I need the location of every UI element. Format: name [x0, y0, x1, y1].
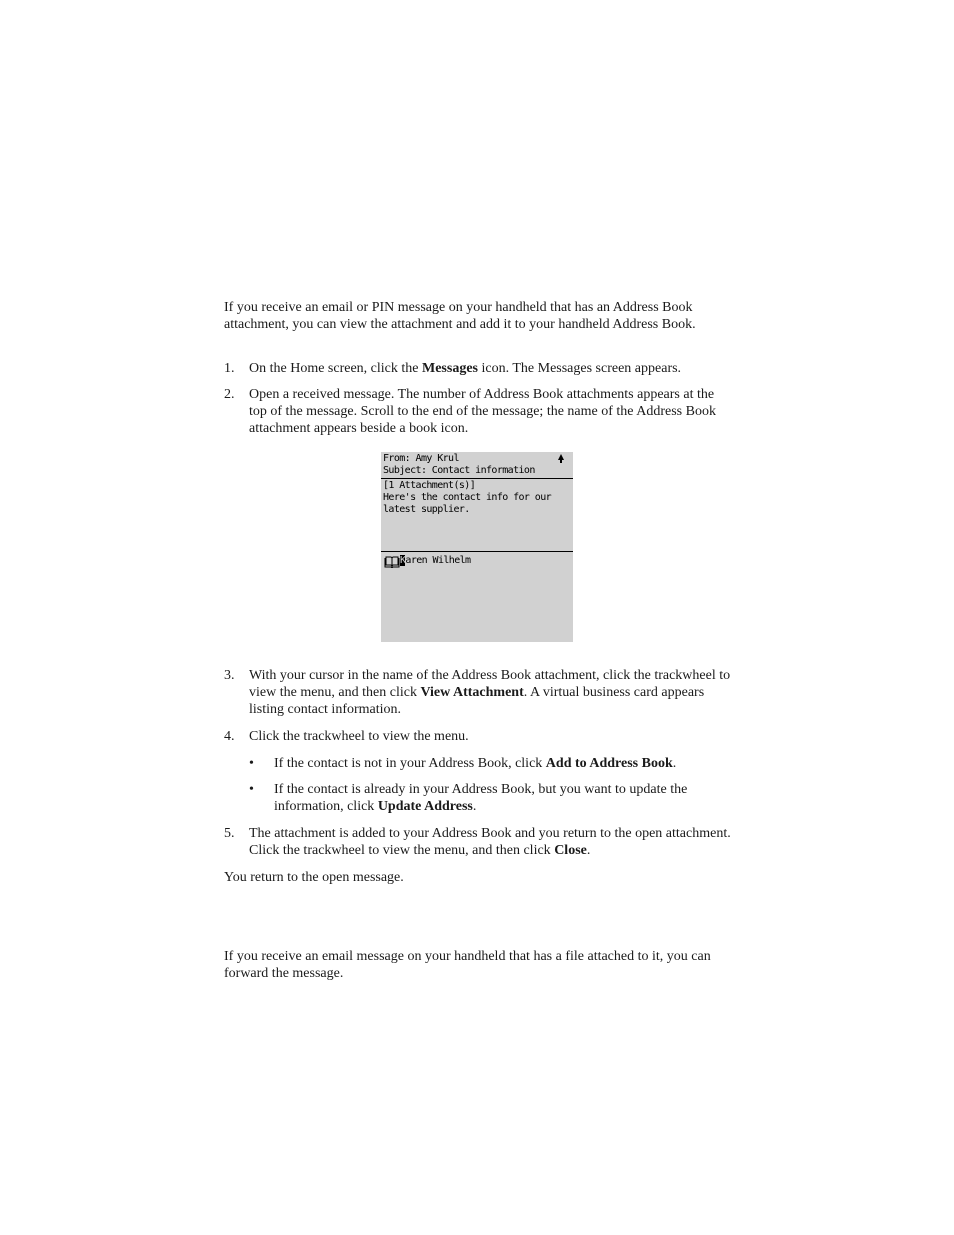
step-text: Click the trackwheel to view the menu. [249, 729, 469, 744]
ui-term: Update Address [377, 799, 473, 814]
book-icon [384, 556, 400, 568]
step-text-part: . [586, 843, 591, 858]
bullet-text [274, 781, 734, 815]
step-number: 2. [224, 387, 235, 402]
header-divider [381, 478, 573, 479]
bullet-text-part: . [472, 799, 477, 814]
step-text [249, 360, 734, 377]
attachment-contact-name[interactable] [400, 555, 470, 567]
message-from: From: Amy Krul [383, 453, 459, 464]
ui-term: Add to Address Book [545, 756, 673, 771]
step-text-part: On the Home screen, click the [249, 361, 422, 376]
attachment-count: [1 Attachment(s)] [383, 480, 476, 491]
step-number: 4. [224, 729, 235, 744]
step-text: Open a received message. The number of Address Book attachments appears at the top of the message. Scroll to the end of the message; the name of the Address Book attachment appears beside a book icon. [249, 387, 716, 436]
step-text [249, 667, 734, 718]
step-number: 5. [224, 826, 235, 841]
ui-term: Close [554, 843, 587, 858]
outro-paragraph: You return to the open message. [224, 870, 404, 885]
step-text-part: . A virtual business card appears listing contact information. [249, 685, 705, 717]
bullet-text [274, 755, 734, 772]
step-text-part: With your cursor in the name of the Address Book attachment, click the trackwheel to view the menu, and then click [249, 668, 731, 700]
bullet-text-part: If the contact is not in your Address Book, click [274, 756, 546, 771]
message-body-line-1: Here's the contact info for our [383, 492, 552, 503]
signal-icon [557, 454, 565, 463]
bullet-text-part: . [672, 756, 677, 771]
message-subject: Subject: Contact information [383, 465, 535, 476]
ui-term: Messages [422, 361, 478, 376]
intro-paragraph: If you receive an email or PIN message on your handheld that has an Address Book attachment, you can view the attachment and add it to your handheld Address Book. [224, 300, 696, 332]
message-body-line-2: latest supplier. [383, 504, 470, 515]
step-number: 1. [224, 361, 235, 376]
ui-term: View Attachment [420, 685, 524, 700]
text-cursor: K [400, 555, 406, 566]
body-divider [381, 551, 573, 552]
step-text-part: icon. The Messages screen appears. [478, 361, 682, 376]
step-text-part: The attachment is added to your Address Book and you return to the open attachment. Click the trackwheel to view the menu, and then click [249, 826, 731, 858]
bullet-symbol: • [249, 782, 254, 797]
bullet-text-part: If the contact is already in your Address Book, but you want to update the information, click [274, 782, 688, 814]
handheld-screenshot [381, 452, 573, 642]
bullet-symbol: • [249, 756, 254, 771]
contact-name-rest: aren Wilhelm [405, 555, 471, 566]
forward-attachment-paragraph: If you receive an email message on your handheld that has a file attached to it, you can forward the message. [224, 949, 711, 981]
step-text [249, 825, 734, 859]
step-number: 3. [224, 668, 235, 683]
